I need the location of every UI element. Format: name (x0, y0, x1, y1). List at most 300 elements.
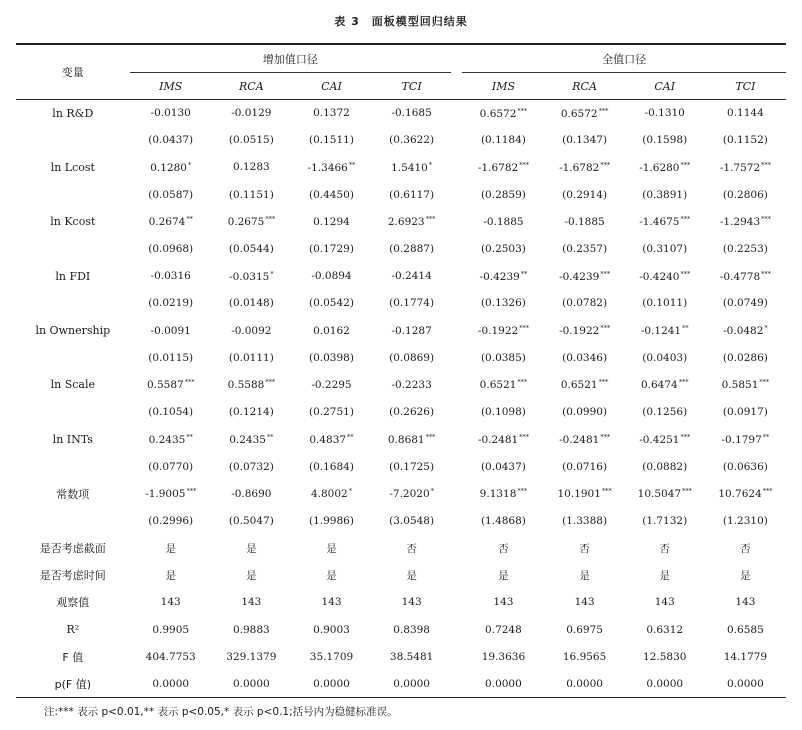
table-cell (130, 371, 212, 398)
cell-value: 143 (654, 596, 675, 609)
table-cell (130, 290, 212, 317)
table-cell (625, 344, 705, 371)
table-cell (130, 100, 212, 127)
group-header-value-added: 增加值口径 (130, 44, 452, 73)
significance-stars: *** (600, 269, 611, 278)
cell-value: (0.5047) (228, 514, 274, 527)
table-cell (372, 235, 451, 262)
column-header: RCA (572, 79, 597, 93)
cell-value: -0.8690 (231, 487, 272, 500)
table-cell (705, 208, 786, 235)
table-cell (130, 480, 212, 507)
table-cell (212, 643, 291, 670)
table-cell (545, 290, 625, 317)
table-row (16, 100, 786, 127)
significance-stars: *** (184, 378, 195, 387)
cell-value: (0.0587) (148, 188, 194, 201)
table-cell (372, 562, 451, 589)
table-cell (291, 181, 372, 208)
table-cell (291, 127, 372, 154)
cell-value: (0.0732) (228, 460, 274, 473)
row-label (16, 399, 130, 426)
table-cell (291, 235, 372, 262)
table-cell (705, 589, 786, 616)
cell-value: (0.0749) (722, 297, 768, 310)
table-cell (705, 181, 786, 208)
cell-value: -0.2481 (559, 433, 600, 446)
cell-value: -0.0091 (150, 324, 191, 337)
cell-value: (0.1725) (389, 460, 435, 473)
table-cell (372, 181, 451, 208)
cell-value: -0.2295 (311, 378, 352, 391)
cell-value: 10.1901 (557, 488, 601, 501)
table-cell (462, 426, 544, 453)
cell-value: (0.0515) (228, 134, 274, 147)
cell-value: (0.1774) (389, 297, 435, 310)
significance-stars: *** (680, 432, 691, 441)
cell-value: 0.6474 (640, 379, 678, 392)
cell-value: (0.0716) (562, 460, 608, 473)
table-cell (212, 317, 291, 344)
significance-stars: *** (519, 324, 529, 333)
column-header: RCA (239, 79, 264, 93)
table-cell (291, 616, 372, 643)
table-cell (462, 317, 544, 344)
table-cell (291, 399, 372, 426)
significance-stars: *** (517, 487, 528, 496)
table-cell (625, 317, 705, 344)
table-cell (372, 399, 451, 426)
regression-table (16, 43, 786, 698)
significance-stars: *** (759, 378, 770, 387)
cell-value: 0.0000 (313, 677, 350, 690)
cell-value: (0.1511) (309, 134, 354, 147)
cell-value: (0.0990) (562, 406, 608, 419)
table-cell (291, 154, 372, 181)
table-cell (212, 399, 291, 426)
cell-value: -0.4239 (559, 270, 600, 283)
cell-value: (0.0398) (309, 351, 354, 364)
table-cell (212, 453, 291, 480)
cell-value: 0.7248 (485, 623, 522, 636)
cell-value: (0.2751) (309, 406, 354, 419)
table-cell (372, 290, 451, 317)
table-title (0, 13, 802, 29)
table-row (16, 670, 786, 697)
table-cell (625, 290, 705, 317)
cell-value: (0.1152) (722, 134, 768, 147)
table-cell (705, 399, 786, 426)
table-cell (130, 399, 212, 426)
table-cell (462, 670, 544, 697)
cell-value: 143 (241, 596, 262, 609)
table-cell (372, 208, 451, 235)
cell-value: (0.0869) (389, 351, 435, 364)
table-cell (130, 208, 212, 235)
significance-stars: *** (761, 160, 771, 169)
cell-value: -0.4240 (639, 270, 680, 283)
table-cell (705, 426, 786, 453)
cell-value: -0.1922 (477, 325, 519, 338)
cell-value: (0.1184) (480, 134, 526, 147)
table-cell (130, 426, 212, 453)
row-label: ln Ownership (35, 324, 111, 338)
cell-value: -1.6782 (559, 161, 600, 174)
significance-stars: *** (680, 215, 691, 224)
table-cell (705, 670, 786, 697)
cell-value: (3.0548) (389, 514, 435, 527)
row-label (16, 235, 130, 262)
significance-stars: *** (600, 160, 611, 169)
table-row (16, 507, 786, 534)
table-cell (462, 399, 544, 426)
cell-value: 0.1294 (313, 215, 350, 228)
table-cell (372, 480, 451, 507)
cell-value: (0.0968) (148, 243, 194, 256)
table-cell (545, 317, 625, 344)
table-cell (625, 263, 705, 290)
table-cell (212, 480, 291, 507)
table-cell (625, 562, 705, 589)
table-cell (130, 535, 212, 562)
table-cell (291, 562, 372, 589)
column-header: IMS (159, 79, 183, 93)
row-label (16, 290, 130, 317)
cell-value: 0.0000 (646, 677, 684, 690)
table-cell (625, 371, 705, 398)
table-cell (212, 290, 291, 317)
table-cell (462, 290, 544, 317)
table-cell (705, 562, 786, 589)
cell-value: 4.8002 (310, 488, 348, 501)
cell-value: (0.0437) (480, 460, 526, 473)
table-cell (625, 535, 705, 562)
significance-stars: *** (517, 106, 528, 115)
cell-value: -0.1685 (391, 107, 432, 120)
cell-value: 0.9883 (232, 623, 270, 636)
table-cell (625, 480, 705, 507)
table-cell (372, 263, 451, 290)
column-header: CAI (321, 79, 342, 93)
table-cell (705, 344, 786, 371)
cell-value: 329.1379 (226, 650, 277, 663)
table-row (16, 616, 786, 643)
cell-value: 16.9565 (562, 650, 607, 663)
significance-stars: *** (598, 378, 609, 387)
cell-value: 143 (735, 596, 756, 609)
table-cell (545, 100, 625, 127)
significance-stars: ** (347, 432, 354, 441)
table-cell (130, 127, 212, 154)
significance-stars: *** (761, 215, 771, 224)
table-cell (291, 263, 372, 290)
table-cell (130, 154, 212, 181)
cell-value: (0.2996) (148, 514, 194, 527)
cell-value: 38.5481 (389, 650, 434, 663)
significance-stars: *** (762, 487, 773, 496)
cell-value: 否 (579, 542, 590, 555)
table-cell (212, 154, 291, 181)
table-cell (545, 344, 625, 371)
significance-stars: *** (265, 378, 276, 387)
cell-value: 是 (579, 569, 590, 582)
table-cell (545, 670, 625, 697)
cell-value: -0.4778 (719, 270, 761, 283)
row-label (16, 453, 130, 480)
table-row (16, 235, 786, 262)
significance-stars: ** (762, 432, 770, 441)
cell-value: (0.2626) (389, 406, 435, 419)
cell-value: (0.2357) (562, 243, 608, 256)
cell-value: (0.0917) (722, 406, 768, 419)
cell-value: -1.4675 (639, 216, 680, 229)
cell-value: -0.2414 (391, 270, 432, 283)
table-cell (545, 371, 625, 398)
table-cell (705, 371, 786, 398)
cell-value: (0.0286) (722, 351, 768, 364)
cell-value: (0.0385) (480, 351, 526, 364)
table-cell (372, 453, 451, 480)
table-row (16, 643, 786, 670)
significance-stars: *** (600, 324, 611, 333)
cell-value: (0.2859) (480, 188, 526, 201)
cell-value: -0.0316 (150, 270, 191, 283)
significance-stars: * (348, 487, 352, 496)
table-cell (372, 426, 451, 453)
cell-value: 0.1283 (232, 161, 270, 174)
row-label: R² (66, 623, 80, 637)
table-row (16, 154, 786, 181)
table-cell (545, 480, 625, 507)
cell-value: 10.5047 (637, 488, 682, 501)
cell-value: 0.5851 (721, 379, 759, 392)
table-cell (130, 616, 212, 643)
cell-value: -1.9005 (145, 488, 186, 501)
cell-value: 14.1779 (723, 650, 768, 663)
cell-value: 0.0000 (232, 677, 270, 690)
cell-value: (0.1326) (480, 297, 526, 310)
table-cell (372, 154, 451, 181)
cell-value: 否 (406, 542, 417, 555)
table-cell (130, 589, 212, 616)
significance-stars: *** (680, 160, 691, 169)
cell-value: 0.0000 (727, 677, 764, 690)
table-cell (130, 562, 212, 589)
cell-value: (1.2310) (722, 514, 768, 527)
cell-value: 143 (321, 596, 342, 609)
table-cell (462, 208, 544, 235)
table-cell (212, 670, 291, 697)
table-cell (291, 290, 372, 317)
row-label: F 值 (62, 650, 84, 664)
cell-value: (1.3388) (562, 514, 608, 527)
cell-value: 1.5410 (391, 161, 428, 174)
table-row (16, 371, 786, 398)
table-row (16, 181, 786, 208)
table-cell (705, 643, 786, 670)
table-cell (625, 127, 705, 154)
cell-value: 是 (165, 542, 176, 555)
cell-value: (0.0219) (148, 297, 194, 310)
significance-stars: *** (517, 378, 528, 387)
cell-value: 0.1280 (150, 161, 187, 174)
row-label (16, 344, 130, 371)
cell-value: 0.6585 (727, 623, 764, 636)
cell-value: (0.0544) (228, 243, 274, 256)
column-header: CAI (654, 79, 676, 93)
table-cell (625, 399, 705, 426)
cell-value: (1.9986) (309, 514, 354, 527)
table-cell (462, 616, 544, 643)
cell-value: 0.2435 (148, 433, 186, 446)
significance-stars: *** (265, 215, 276, 224)
cell-value: 0.8398 (393, 623, 430, 636)
cell-value: 0.5587 (146, 379, 184, 392)
significance-stars: *** (425, 215, 436, 224)
column-header: IMS (491, 79, 515, 93)
significance-stars: * (764, 324, 768, 333)
row-label (16, 507, 130, 534)
row-label: ln Lcost (50, 160, 95, 174)
table-cell (545, 208, 625, 235)
cell-value: (0.2887) (389, 243, 435, 256)
table-cell (625, 453, 705, 480)
cell-value: 143 (160, 596, 181, 609)
table-cell (212, 344, 291, 371)
column-header: TCI (735, 79, 756, 93)
cell-value: 否 (498, 542, 509, 555)
table-cell (130, 453, 212, 480)
table-cell (291, 344, 372, 371)
table-cell (291, 317, 372, 344)
table-cell (372, 344, 451, 371)
significance-stars: ** (186, 432, 193, 441)
significance-stars: *** (186, 487, 197, 496)
cell-value: (0.0115) (148, 351, 194, 364)
cell-value: 0.0000 (393, 677, 430, 690)
cell-value: (0.1151) (228, 188, 274, 201)
significance-stars: *** (601, 487, 612, 496)
row-label: 常数项 (56, 487, 90, 501)
cell-value: 0.1372 (313, 107, 350, 120)
table-cell (130, 670, 212, 697)
table-cell (212, 127, 291, 154)
table-cell (625, 589, 705, 616)
cell-value: -0.1885 (564, 215, 605, 228)
significance-stars: *** (682, 487, 692, 496)
cell-value: 0.8681 (387, 433, 425, 446)
cell-value: -0.0092 (231, 324, 272, 337)
table-cell (705, 100, 786, 127)
table-cell (462, 100, 544, 127)
table-cell (462, 181, 544, 208)
cell-value: (0.3622) (389, 134, 435, 147)
cell-value: (1.7132) (642, 514, 688, 527)
table-cell (625, 507, 705, 534)
cell-value: 0.6572 (560, 107, 598, 120)
cell-value: 0.0000 (152, 677, 190, 690)
table-row (16, 290, 786, 317)
table-cell (462, 535, 544, 562)
table-cell (130, 507, 212, 534)
table-cell (545, 181, 625, 208)
significance-stars: ** (682, 324, 689, 333)
cell-value: 143 (401, 596, 422, 609)
table-cell (705, 290, 786, 317)
table-cell (291, 643, 372, 670)
significance-stars: *** (425, 432, 436, 441)
cell-value: (0.3891) (642, 188, 688, 201)
cell-value: (0.0403) (642, 351, 688, 364)
cell-value: 0.2674 (148, 216, 186, 229)
significance-stars: * (270, 269, 274, 278)
table-row (16, 208, 786, 235)
table-row (16, 453, 786, 480)
table-cell (212, 562, 291, 589)
table-cell (705, 480, 786, 507)
cell-value: 0.9003 (313, 623, 350, 636)
table-cell (705, 616, 786, 643)
cell-value: 0.5588 (227, 379, 265, 392)
significance-stars: *** (600, 432, 611, 441)
table-cell (212, 235, 291, 262)
significance-stars: *** (680, 269, 691, 278)
table-cell (291, 371, 372, 398)
column-header: TCI (401, 79, 422, 93)
cell-value: (0.1011) (642, 297, 688, 310)
table-cell (372, 371, 451, 398)
cell-value: (0.0148) (228, 297, 274, 310)
table-row (16, 399, 786, 426)
table-cell (545, 235, 625, 262)
table-cell (212, 535, 291, 562)
table-row (16, 317, 786, 344)
cell-value: -0.1922 (559, 325, 600, 338)
table-cell (212, 616, 291, 643)
cell-value: (0.2503) (480, 243, 526, 256)
table-cell (625, 235, 705, 262)
table-cell (462, 562, 544, 589)
table-cell (372, 589, 451, 616)
cell-value: 是 (246, 542, 257, 555)
cell-value: 是 (659, 569, 670, 582)
cell-value: -1.3466 (307, 161, 348, 174)
table-cell (625, 643, 705, 670)
cell-value: -7.2020 (389, 488, 430, 501)
cell-value: -0.2481 (477, 433, 519, 446)
table-cell (130, 181, 212, 208)
significance-stars: *** (678, 378, 689, 387)
cell-value: 0.4837 (309, 433, 347, 446)
table-cell (705, 127, 786, 154)
cell-value: -0.1310 (644, 107, 685, 120)
variable-header: 变量 (61, 66, 84, 79)
table-note: 注:*** 表示 p<0.01,** 表示 p<0.05,* 表示 p<0.1;括号内为稳健标准误。 (44, 706, 398, 718)
table-cell (705, 263, 786, 290)
table-cell (462, 589, 544, 616)
table-cell (462, 371, 544, 398)
table-cell (625, 100, 705, 127)
cell-value: 否 (659, 542, 670, 555)
cell-value: 0.9905 (152, 623, 190, 636)
cell-value: 是 (498, 569, 509, 582)
cell-value: (0.1598) (642, 134, 688, 147)
cell-value: (0.1729) (309, 243, 354, 256)
table-cell (625, 426, 705, 453)
table-cell (545, 263, 625, 290)
cell-value: 是 (165, 569, 176, 582)
group-header-total-value: 全值口径 (462, 44, 786, 73)
